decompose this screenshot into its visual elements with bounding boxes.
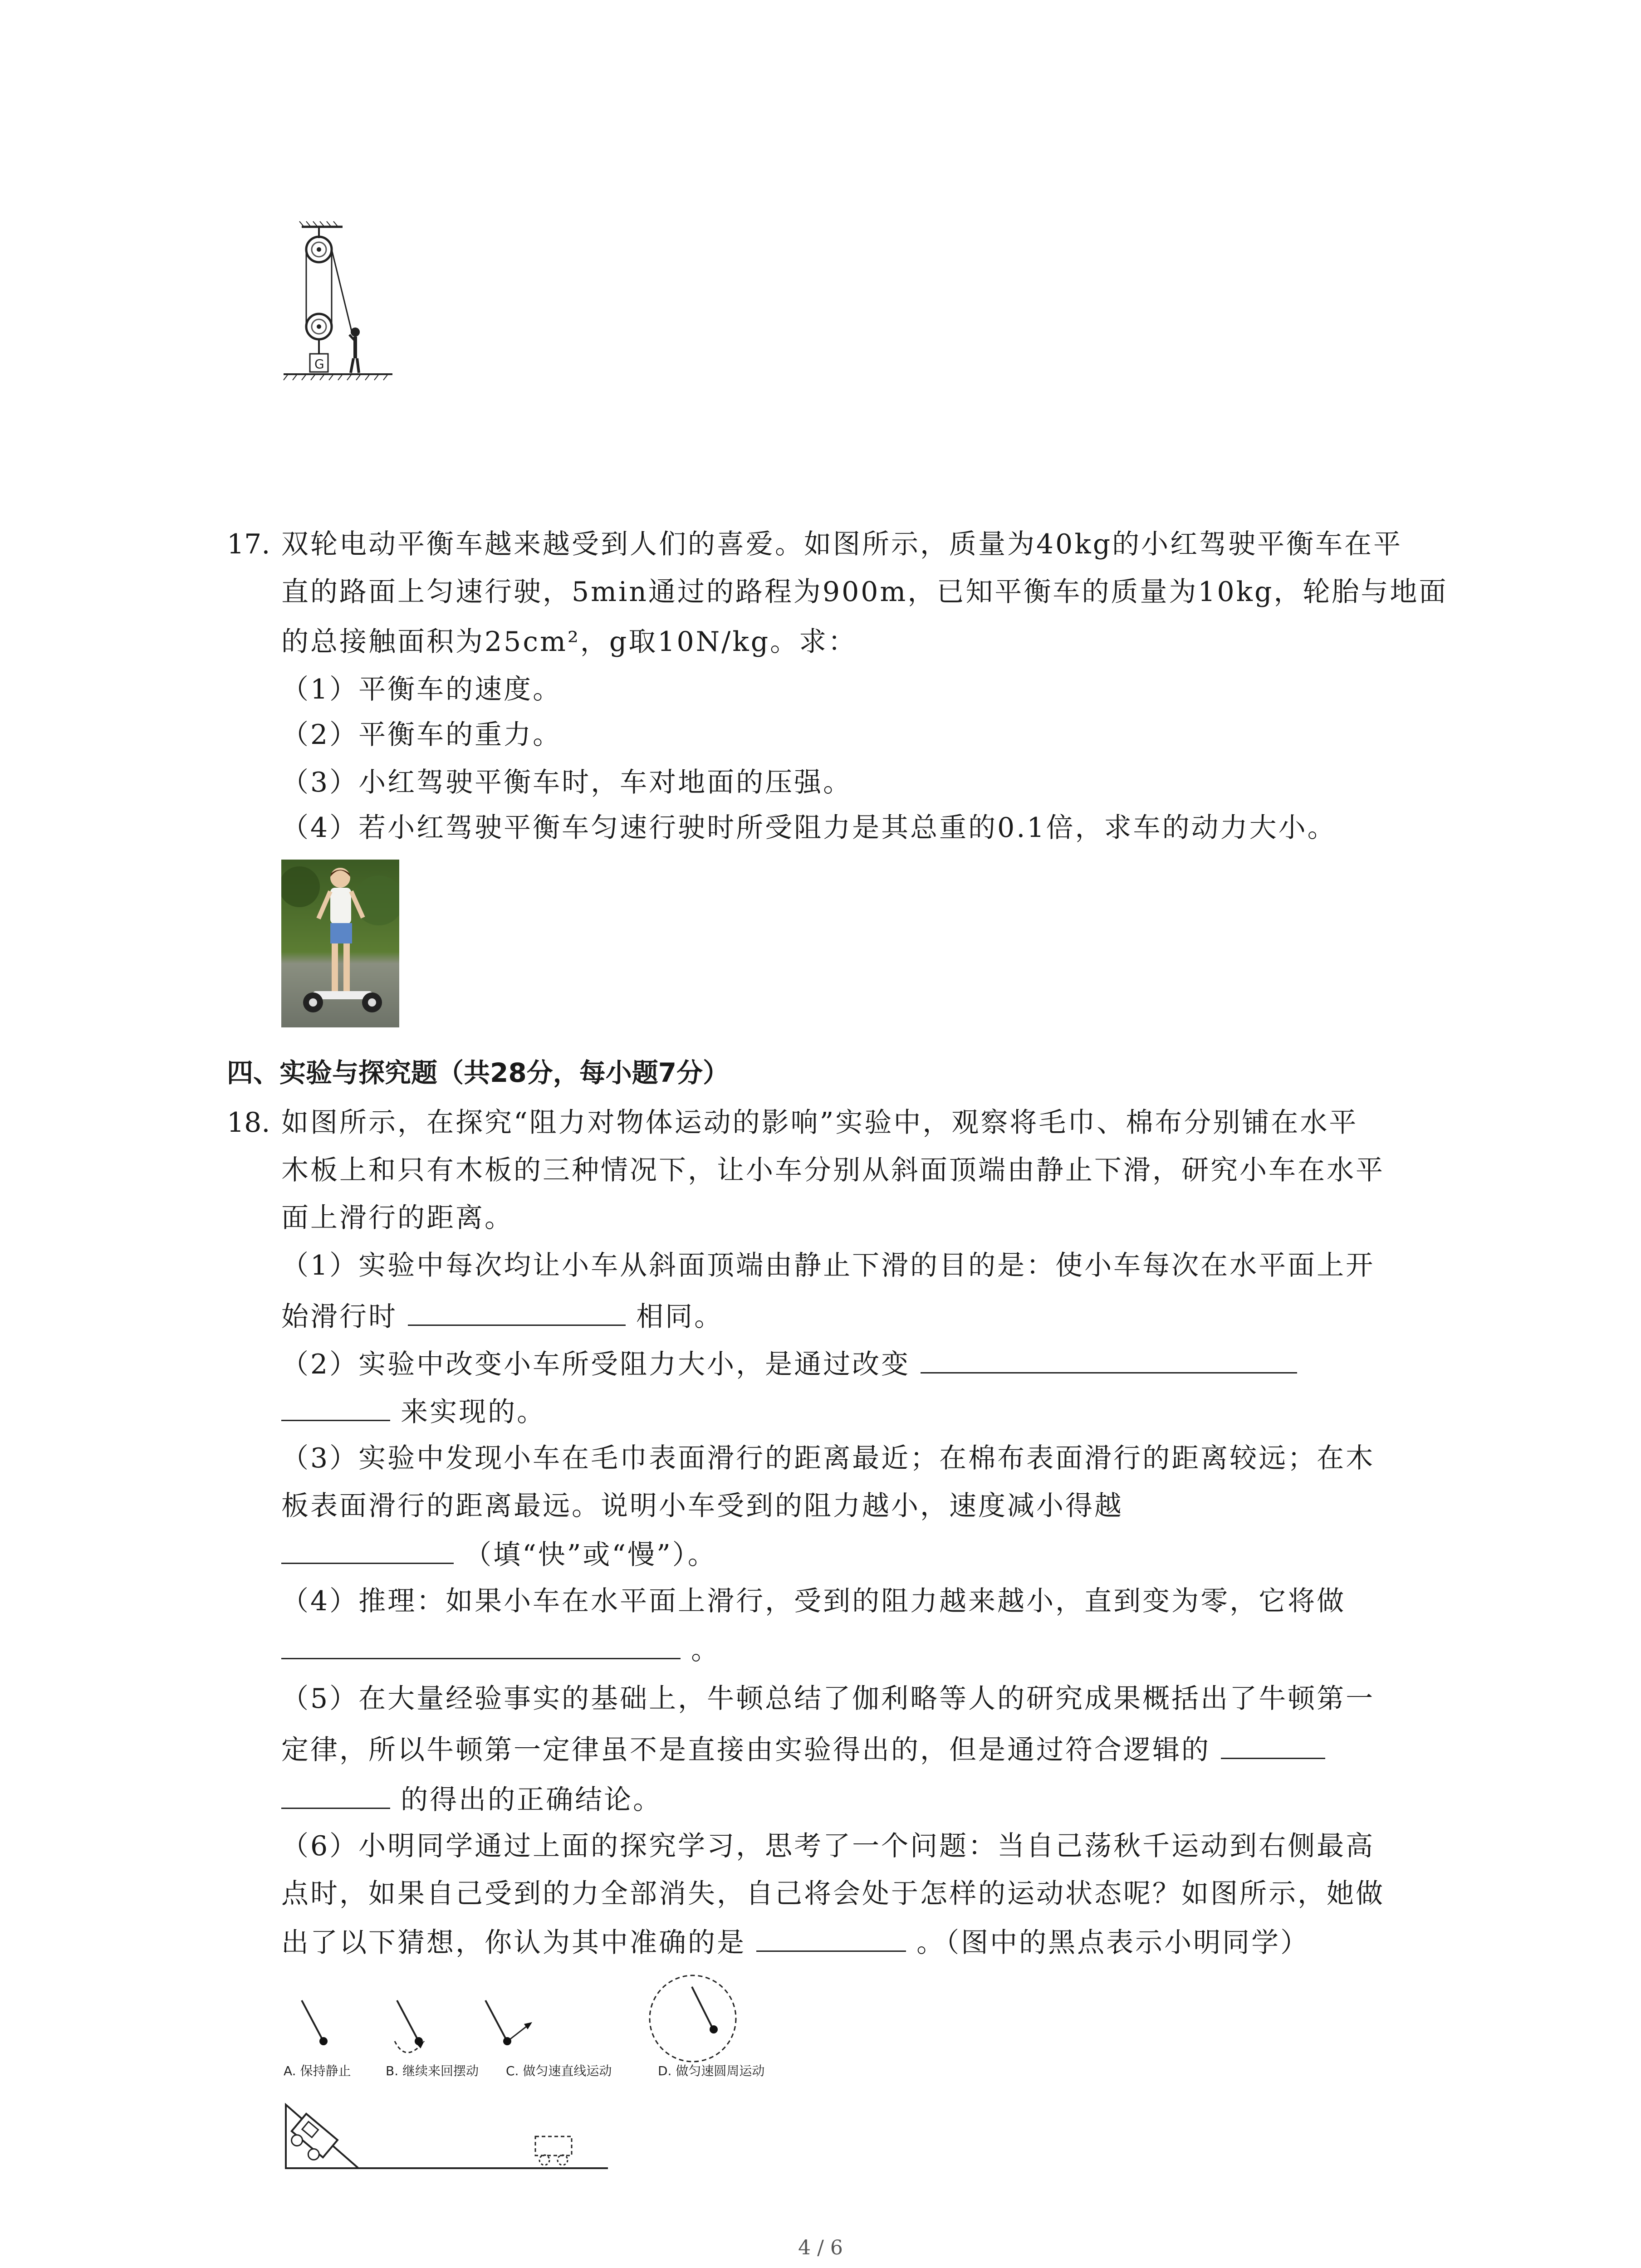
- text-segment: （填“快”或“慢”）。: [464, 1539, 717, 1571]
- option-b-label: B. 继续来回摆动: [386, 2063, 479, 2078]
- text-segment: 来实现的。: [401, 1396, 546, 1428]
- answer-blank[interactable]: [281, 1780, 390, 1809]
- weight-label: G: [314, 357, 324, 371]
- sub-question-2: [281, 1345, 1297, 1383]
- sub-question: （1）平衡车的速度。: [281, 674, 562, 705]
- text-segment: 。（图中的黑点表示小明同学）: [916, 1927, 1310, 1959]
- text-segment: 。: [691, 1634, 720, 1666]
- section-heading: 四、实验与探究题（共28分，每小题7分）: [227, 1057, 730, 1088]
- option-b-diagram: [395, 2000, 424, 2053]
- text-segment: 的得出的正确结论。: [401, 1784, 662, 1816]
- text-segment: 出了以下猜想，你认为其中准确的是: [281, 1927, 746, 1959]
- option-d-label: D. 做匀速圆周运动: [658, 2063, 765, 2078]
- text-segment: 定律，所以牛顿第一定律虽不是直接由实验得出的，但是通过符合逻辑的: [281, 1734, 1210, 1766]
- sub-question-5: （5）在大量经验事实的基础上，牛顿总结了伽利略等人的研究成果概括出了牛顿第一: [281, 1683, 1375, 1715]
- text-segment: （2）实验中改变小车所受阻力大小，是通过改变: [281, 1349, 911, 1380]
- sub-question-4-cont: [281, 1631, 720, 1668]
- pulley-figure: [279, 218, 406, 390]
- option-a-label: A. 保持静止: [284, 2063, 351, 2078]
- sub-question-6-cont: 点时，如果自己受到的力全部消失，自己将会处于怎样的运动状态呢？如图所示，她做: [281, 1878, 1385, 1910]
- sub-question: （2）平衡车的重力。: [281, 719, 562, 751]
- question-text: 双轮电动平衡车越来越受到人们的喜爱。如图所示，质量为40kg的小红驾驶平衡车在平: [281, 528, 1403, 560]
- option-c-diagram: [485, 2000, 532, 2045]
- sub-question-4: （4）推理：如果小车在水平面上滑行，受到的阻力越来越小，直到变为零，它将做: [281, 1585, 1346, 1617]
- question-text: 如图所示，在探究“阻力对物体运动的影响”实验中，观察将毛巾、棉布分别铺在水平: [281, 1107, 1358, 1139]
- answer-blank[interactable]: [281, 1535, 454, 1564]
- balance-car-photo: [281, 860, 399, 1027]
- sub-question-5-end: [281, 1780, 662, 1818]
- sub-question-3-end: [281, 1535, 717, 1573]
- sub-question-6-end: [281, 1923, 1309, 1961]
- question-text: 的总接触面积为25cm²，g取10N/kg。求：: [281, 626, 857, 658]
- question-text: 木板上和只有木板的三种情况下，让小车分别从斜面顶端由静止下滑，研究小车在水平: [281, 1154, 1385, 1186]
- text-segment: 相同。: [636, 1301, 724, 1333]
- answer-blank[interactable]: [281, 1631, 681, 1659]
- option-c-label: C. 做匀速直线运动: [506, 2063, 612, 2078]
- answer-blank[interactable]: [1221, 1730, 1325, 1759]
- page-number: 4 / 6: [798, 2236, 843, 2259]
- question-number: 17.: [227, 528, 270, 560]
- question-text: 直的路面上匀速行驶，5min通过的路程为900m，已知平衡车的质量为10kg，轮胎与地面: [281, 576, 1448, 608]
- sub-question: （3）小红驾驶平衡车时，车对地面的压强。: [281, 767, 852, 798]
- sub-question-1-cont: [281, 1297, 723, 1335]
- option-a-diagram: [302, 2000, 328, 2045]
- option-d-diagram: [650, 1975, 736, 2062]
- question-text: 面上滑行的距离。: [281, 1202, 514, 1234]
- options-figure: [279, 1973, 801, 2091]
- incline-cart-figure: [281, 2096, 617, 2173]
- sub-question-6: （6）小明同学通过上面的探究学习，思考了一个问题：当自己荡秋千运动到右侧最高: [281, 1830, 1375, 1862]
- sub-question-2-cont: [281, 1393, 546, 1430]
- answer-blank[interactable]: [281, 1393, 390, 1421]
- sub-question-3-cont: 板表面滑行的距离最远。说明小车受到的阻力越小，速度减小得越: [281, 1490, 1123, 1522]
- sub-question-5-cont: [281, 1730, 1325, 1768]
- text-segment: 始滑行时: [281, 1301, 397, 1333]
- sub-question: （4）若小红驾驶平衡车匀速行驶时所受阻力是其总重的0.1倍，求车的动力大小。: [281, 812, 1337, 844]
- answer-blank[interactable]: [921, 1345, 1297, 1374]
- answer-blank[interactable]: [756, 1923, 906, 1952]
- question-number: 18.: [227, 1107, 270, 1139]
- answer-blank[interactable]: [408, 1297, 626, 1326]
- sub-question-3: （3）实验中发现小车在毛巾表面滑行的距离最近；在棉布表面滑行的距离较远；在木: [281, 1442, 1375, 1474]
- sub-question-1: （1）实验中每次均让小车从斜面顶端由静止下滑的目的是：使小车每次在水平面上开: [281, 1250, 1375, 1281]
